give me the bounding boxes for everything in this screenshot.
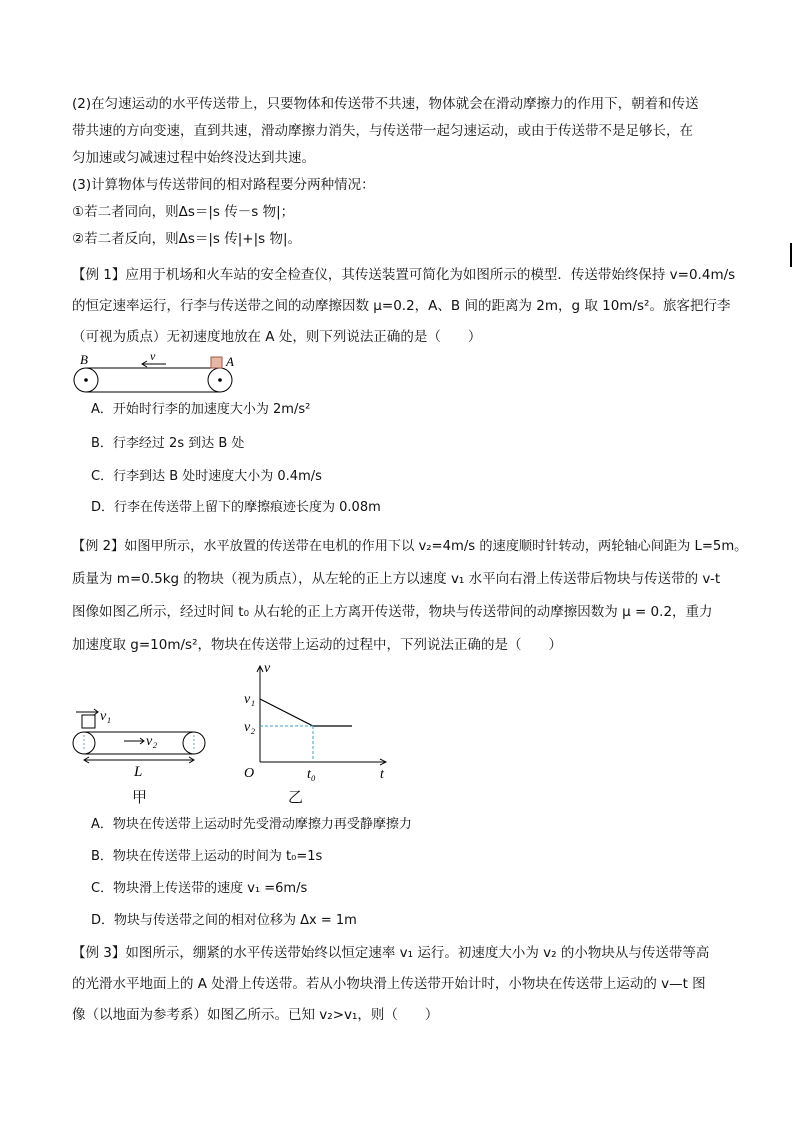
- label-a: A: [226, 354, 234, 369]
- example1-option-d[interactable]: D．行李在传送带上留下的摩擦痕迹长度为 0.08m: [91, 500, 381, 515]
- text-cursor: [790, 243, 792, 267]
- example3-line-2: 的光滑水平地面上的 A 处滑上传送带。若从小物块滑上传送带开始计时，小物块在传送带上运动的 v—t 图: [72, 976, 706, 992]
- example2-line-1: 【例 2】如图甲所示，水平放置的传送带在电机的作用下以 v₂=4m/s 的速度顺时针转动，两轮轴心间距为 L=5m。: [72, 539, 748, 554]
- example2-option-d[interactable]: D．物块与传送带之间的相对位移为 Δx = 1m: [91, 913, 357, 928]
- example1-line-1: 【例 1】应用于机场和火车站的安全检查仪，其传送装置可简化为如图所示的模型．传送带始终保持 v=0.4m/s: [72, 267, 736, 283]
- fig-b-axis-t: t: [380, 767, 384, 782]
- pulley-right-axle: [218, 378, 222, 382]
- intro-line-2: 带共速的方向变速，直到共速，滑动摩擦力消失，与传送带一起匀速运动，或由于传送带不是足够长，在: [72, 123, 693, 139]
- fig-a-label-l: L: [134, 764, 143, 780]
- fig-b-origin: O: [244, 766, 255, 781]
- example2-figure-a: [70, 700, 215, 780]
- fig-b-tick-t0: t₀: [307, 767, 316, 782]
- example1-line-2: 的恒定速率运行，行李与传送带之间的动摩擦因数 μ=0.2，A、B 间的距离为 2m，g 取 10m/s²。旅客把行李: [72, 298, 731, 314]
- example1-option-b[interactable]: B．行李经过 2s 到达 B 处: [91, 436, 245, 451]
- label-v: v: [150, 350, 156, 363]
- example2-option-b[interactable]: B．物块在传送带上运动的时间为 t₀=1s: [91, 849, 323, 864]
- example1-belt-figure: [70, 350, 240, 396]
- figure-a-caption: 甲: [132, 788, 148, 806]
- fig-a-label-v2: v₂: [146, 734, 158, 749]
- example2-line-4: 加速度取 g=10m/s²，物块在传送带上运动的过程中，下列说法正确的是（ ）: [72, 637, 562, 653]
- example2-line-3: 图像如图乙所示，经过时间 t₀ 从右轮的正上方离开传送带，物块与传送带间的动摩擦因数为 μ = 0.2，重力: [72, 604, 713, 620]
- intro-line-3: 匀加速或匀减速过程中始终没达到共速。: [72, 150, 315, 166]
- example2-line-2: 质量为 m=0.5kg 的物块（视为质点），从左轮的正上方以速度 v₁ 水平向右滑上传送带后物块与传送带的 v-t: [72, 571, 721, 587]
- example2-figure-b: [240, 660, 390, 785]
- example1-line-3: （可视为质点）无初速度地放在 A 处，则下列说法正确的是（ ）: [72, 329, 482, 345]
- fig-b-tick-v2: v₂: [244, 720, 256, 735]
- example1-option-c[interactable]: C．行李到达 B 处时速度大小为 0.4m/s: [91, 469, 322, 484]
- example2-option-c[interactable]: C．物块滑上传送带的速度 v₁ =6m/s: [91, 881, 308, 896]
- example3-line-1: 【例 3】如图所示，绷紧的水平传送带始终以恒定速率 v₁ 运行。初速度大小为 v₂ 的小物块从与传送带等高: [72, 945, 710, 961]
- example2-option-a[interactable]: A．物块在传送带上运动时先受滑动摩擦力再受静摩擦力: [91, 817, 412, 832]
- luggage-box: [211, 357, 222, 368]
- intro-line-4: (3)计算物体与传送带间的相对路程要分两种情况：: [72, 177, 375, 193]
- example3-line-3: 像（以地面为参考系）如图乙所示。已知 v₂>v₁，则（ ）: [72, 1007, 439, 1023]
- block-square: [82, 715, 95, 728]
- example1-option-a[interactable]: A．开始时行李的加速度大小为 2m/s²: [91, 402, 311, 417]
- fig-b-axis-v: v: [264, 661, 271, 676]
- fig-b-tick-v1: v₁: [244, 692, 256, 707]
- intro-line-1: (2)在匀速运动的水平传送带上，只要物体和传送带不共速，物体就会在滑动摩擦力的作用下，朝着和传送: [72, 96, 699, 112]
- intro-line-5: ①若二者同向，则Δs＝|s 传－s 物|；: [72, 204, 295, 220]
- fig-a-label-v1: v₁: [100, 709, 112, 724]
- intro-line-6: ②若二者反向，则Δs＝|s 传|+|s 物|。: [72, 231, 302, 247]
- pulley-left-axle: [84, 378, 88, 382]
- vt-line: [260, 699, 352, 726]
- label-b: B: [80, 352, 88, 367]
- figure-b-caption: 乙: [288, 788, 304, 806]
